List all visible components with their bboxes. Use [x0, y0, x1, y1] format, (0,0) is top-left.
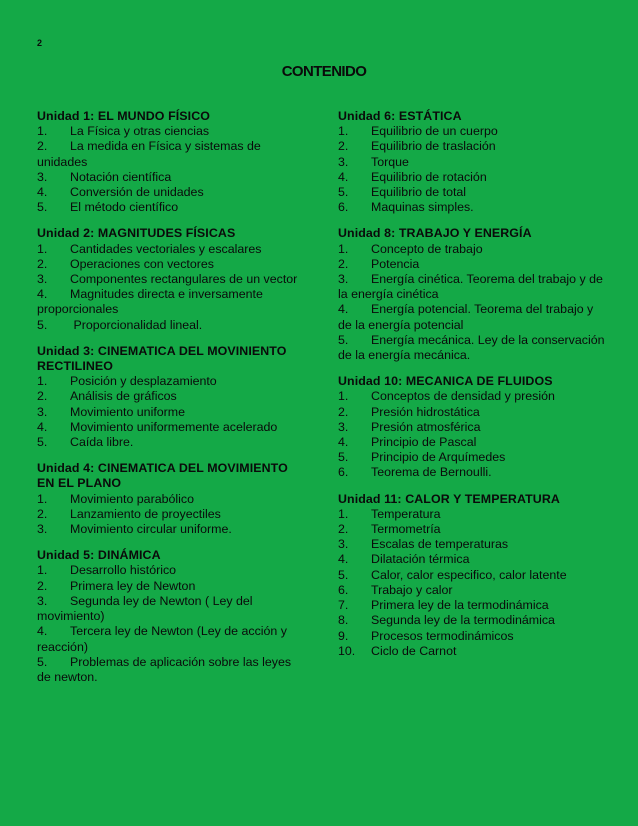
item-number: 5.: [37, 435, 48, 450]
list-item: [37, 124, 307, 139]
list-item: [37, 507, 307, 522]
item-text: Problemas de aplicación sobre las leyes de newton.: [37, 654, 292, 684]
list-item: [37, 139, 307, 169]
unit-heading: Unidad 5: DINÁMICA: [37, 548, 161, 563]
unit-heading: Unidad 3: CINEMATICA DEL MOVINIENTO RECTILINEO: [37, 343, 287, 374]
unit-heading: Unidad 4: CINEMATICA DEL MOVIMIENTO EN EL PLANO: [37, 461, 288, 491]
item-number: 6.: [338, 582, 349, 597]
item-number: 1.: [37, 124, 48, 139]
unit-item-list: [37, 374, 307, 450]
unit-heading: Unidad 6: ESTÁTICA: [338, 109, 462, 123]
list-item: [338, 552, 608, 567]
list-item: [37, 655, 307, 685]
item-text: Equilibrio de total: [371, 185, 467, 200]
unit-item-list: [37, 492, 307, 538]
list-item: [338, 537, 608, 552]
item-number: 3.: [338, 419, 349, 434]
item-number: 3.: [338, 537, 349, 552]
item-text: Movimiento parabólico: [70, 491, 194, 506]
item-number: 5.: [37, 317, 48, 332]
unit-item-list: [37, 124, 307, 215]
item-text: Trabajo y calor: [371, 582, 453, 597]
list-item: [338, 420, 608, 435]
list-item: [37, 389, 307, 404]
item-number: 1.: [338, 506, 349, 521]
item-text: Escalas de temperaturas: [371, 537, 509, 552]
item-number: 10.: [338, 643, 356, 658]
item-text: Potencia: [371, 256, 420, 271]
item-number: 6.: [338, 465, 349, 480]
item-number: 5.: [37, 200, 48, 215]
item-text: Caída libre.: [70, 435, 134, 450]
item-number: 4.: [338, 552, 349, 567]
list-item: [37, 405, 307, 420]
unit-block: [37, 109, 307, 215]
list-item: [338, 435, 608, 450]
unit-item-list: [338, 242, 608, 364]
unit-item-list: [338, 507, 608, 659]
item-text: Concepto de trabajo: [371, 241, 483, 256]
unit-heading: Unidad 8: TRABAJO Y ENERGÍA: [338, 226, 532, 241]
item-text: Conceptos de densidad y presión: [371, 389, 555, 404]
list-item: [37, 257, 307, 272]
item-text: Movimiento uniformemente acelerado: [70, 419, 278, 434]
item-text: Equilibrio de traslación: [371, 139, 496, 154]
unit-block: [338, 109, 608, 215]
item-number: 3.: [37, 169, 48, 184]
item-number: 4.: [37, 185, 48, 200]
item-text: Maquinas simples.: [371, 200, 474, 215]
unit-block: [338, 226, 608, 363]
item-text: Conversión de unidades: [70, 185, 204, 200]
item-text: Desarrollo histórico: [70, 563, 177, 578]
list-item: [37, 318, 307, 333]
item-number: 4.: [37, 287, 48, 302]
list-item: [338, 507, 608, 522]
list-item: [338, 644, 608, 659]
list-item: [37, 492, 307, 507]
item-number: 1.: [338, 389, 349, 404]
list-item: [338, 333, 608, 363]
item-number: 4.: [338, 169, 349, 184]
list-item: [37, 272, 307, 287]
unit-item-list: [338, 389, 608, 480]
list-item: [37, 563, 307, 578]
item-text: Notación científica: [70, 169, 172, 184]
item-number: 4.: [338, 435, 349, 450]
list-item: [37, 185, 307, 200]
item-number: 1.: [338, 241, 349, 256]
unit-heading: Unidad 2: MAGNITUDES FÍSICAS: [37, 226, 236, 241]
item-text: Lanzamiento de proyectiles: [70, 506, 221, 521]
unit-heading: Unidad 10: MECANICA DE FLUIDOS: [338, 374, 553, 389]
unit-heading: Unidad 1: EL MUNDO FÍSICO: [37, 109, 210, 123]
item-text: Principio de Pascal: [371, 435, 477, 450]
item-text: Energía potencial. Teorema del trabajo y de la energía potencial: [338, 302, 594, 332]
item-text: Torque: [371, 154, 409, 169]
list-item: [338, 568, 608, 583]
item-text: Primera ley de la termodinámica: [371, 598, 549, 613]
list-item: [338, 155, 608, 170]
item-text: La Física y otras ciencias: [70, 124, 210, 139]
list-item: [338, 629, 608, 644]
item-text: Tercera ley de Newton (Ley de acción y reacción): [37, 624, 287, 654]
list-item: [37, 624, 307, 654]
list-item: [338, 139, 608, 154]
item-number: 2.: [37, 389, 48, 404]
item-text: Energía cinética. Teorema del trabajo y de la energía cinética: [338, 272, 603, 302]
item-number: 5.: [338, 332, 349, 347]
page-title: CONTENIDO: [281, 63, 367, 80]
item-text: Dilatación térmica: [371, 552, 470, 567]
list-item: [37, 170, 307, 185]
item-number: 1.: [37, 374, 48, 389]
list-item: [338, 522, 608, 537]
unit-block: [37, 548, 307, 685]
item-text: Calor, calor especifico, calor latente: [371, 567, 567, 582]
item-number: 3.: [37, 522, 48, 537]
item-number: 2.: [338, 404, 349, 419]
list-item: [37, 200, 307, 215]
list-item: [338, 302, 608, 332]
list-item: [338, 257, 608, 272]
item-text: El método científico: [70, 200, 179, 215]
item-text: Presión hidrostática: [371, 404, 480, 419]
item-text: Principio de Arquímedes: [371, 450, 506, 465]
list-item: [338, 465, 608, 480]
list-item: [37, 242, 307, 257]
item-text: Equilibrio de rotación: [371, 169, 487, 184]
item-text: Magnitudes directa e inversamente proporcionales: [37, 287, 263, 317]
item-text: Cantidades vectoriales y escalares: [70, 241, 262, 256]
unit-item-list: [37, 563, 307, 685]
item-text: Movimiento uniforme: [70, 404, 186, 419]
list-item: [37, 435, 307, 450]
list-item: [338, 389, 608, 404]
item-text: Procesos termodinámicos: [371, 628, 514, 643]
item-text: Segunda ley de Newton ( Ley del movimiento): [37, 593, 253, 624]
unit-item-list: [37, 242, 307, 333]
item-number: 2.: [338, 256, 349, 271]
list-item: [338, 405, 608, 420]
item-number: 1.: [37, 491, 48, 506]
list-item: [37, 594, 307, 624]
item-number: 2.: [37, 578, 48, 593]
unit-item-list: [338, 124, 608, 215]
list-item: [338, 124, 608, 139]
list-item: [338, 272, 608, 302]
item-number: 3.: [338, 154, 349, 169]
item-text: Temperatura: [371, 506, 441, 521]
item-number: 8.: [338, 613, 349, 628]
item-text: Presión atmosférica: [371, 419, 481, 434]
item-number: 4.: [37, 624, 48, 639]
list-item: [37, 420, 307, 435]
list-item: [338, 598, 608, 613]
list-item: [37, 579, 307, 594]
unit-heading: Unidad 11: CALOR Y TEMPERATURA: [338, 491, 560, 506]
item-number: 5.: [37, 654, 48, 669]
item-number: 2.: [37, 506, 48, 521]
right-column: [338, 109, 608, 670]
item-number: 7.: [338, 598, 349, 613]
unit-block: [37, 226, 307, 332]
item-text: Equilibrio de un cuerpo: [371, 124, 498, 139]
list-item: [338, 242, 608, 257]
item-text: Primera ley de Newton: [70, 578, 196, 593]
item-text: Movimiento circular uniforme.: [70, 522, 232, 537]
item-number: 1.: [338, 124, 349, 139]
item-text: Posición y desplazamiento: [70, 374, 217, 389]
item-text: Teorema de Bernoulli.: [371, 465, 492, 480]
left-column: [37, 109, 307, 696]
item-text: La medida en Física y sistemas de unidades: [37, 139, 261, 169]
item-number: 2.: [37, 256, 48, 271]
item-text: Termometría: [371, 522, 441, 537]
item-number: 3.: [37, 404, 48, 419]
item-number: 4.: [37, 419, 48, 434]
list-item: [338, 583, 608, 598]
item-text: Proporcionalidad lineal.: [70, 317, 203, 332]
item-number: 5.: [338, 450, 349, 465]
list-item: [338, 613, 608, 628]
unit-block: [37, 461, 307, 537]
unit-block: [338, 492, 608, 659]
item-number: 2.: [37, 139, 48, 154]
list-item: [338, 170, 608, 185]
item-number: 3.: [37, 593, 48, 608]
item-number: 5.: [338, 567, 349, 582]
unit-block: [338, 374, 608, 480]
page-number: 2: [37, 38, 43, 48]
item-number: 3.: [338, 272, 349, 287]
item-number: 2.: [338, 139, 349, 154]
item-number: 9.: [338, 628, 349, 643]
list-item: [37, 522, 307, 537]
item-number: 4.: [338, 302, 349, 317]
item-number: 3.: [37, 272, 48, 287]
item-number: 6.: [338, 200, 349, 215]
item-text: Segunda ley de la termodinámica: [371, 613, 555, 628]
item-number: 1.: [37, 563, 48, 578]
list-item: [338, 185, 608, 200]
list-item: [338, 450, 608, 465]
list-item: [37, 287, 307, 317]
item-text: Ciclo de Carnot: [371, 643, 457, 658]
item-number: 1.: [37, 241, 48, 256]
list-item: [338, 200, 608, 215]
item-text: Operaciones con vectores: [70, 256, 214, 271]
unit-block: [37, 344, 307, 450]
item-text: Componentes rectangulares de un vector: [70, 272, 298, 287]
item-text: Energía mecánica. Ley de la conservación de la energía mecánica.: [338, 332, 605, 363]
list-item: [37, 374, 307, 389]
item-text: Análisis de gráficos: [70, 389, 177, 404]
item-number: 2.: [338, 522, 349, 537]
item-number: 5.: [338, 185, 349, 200]
